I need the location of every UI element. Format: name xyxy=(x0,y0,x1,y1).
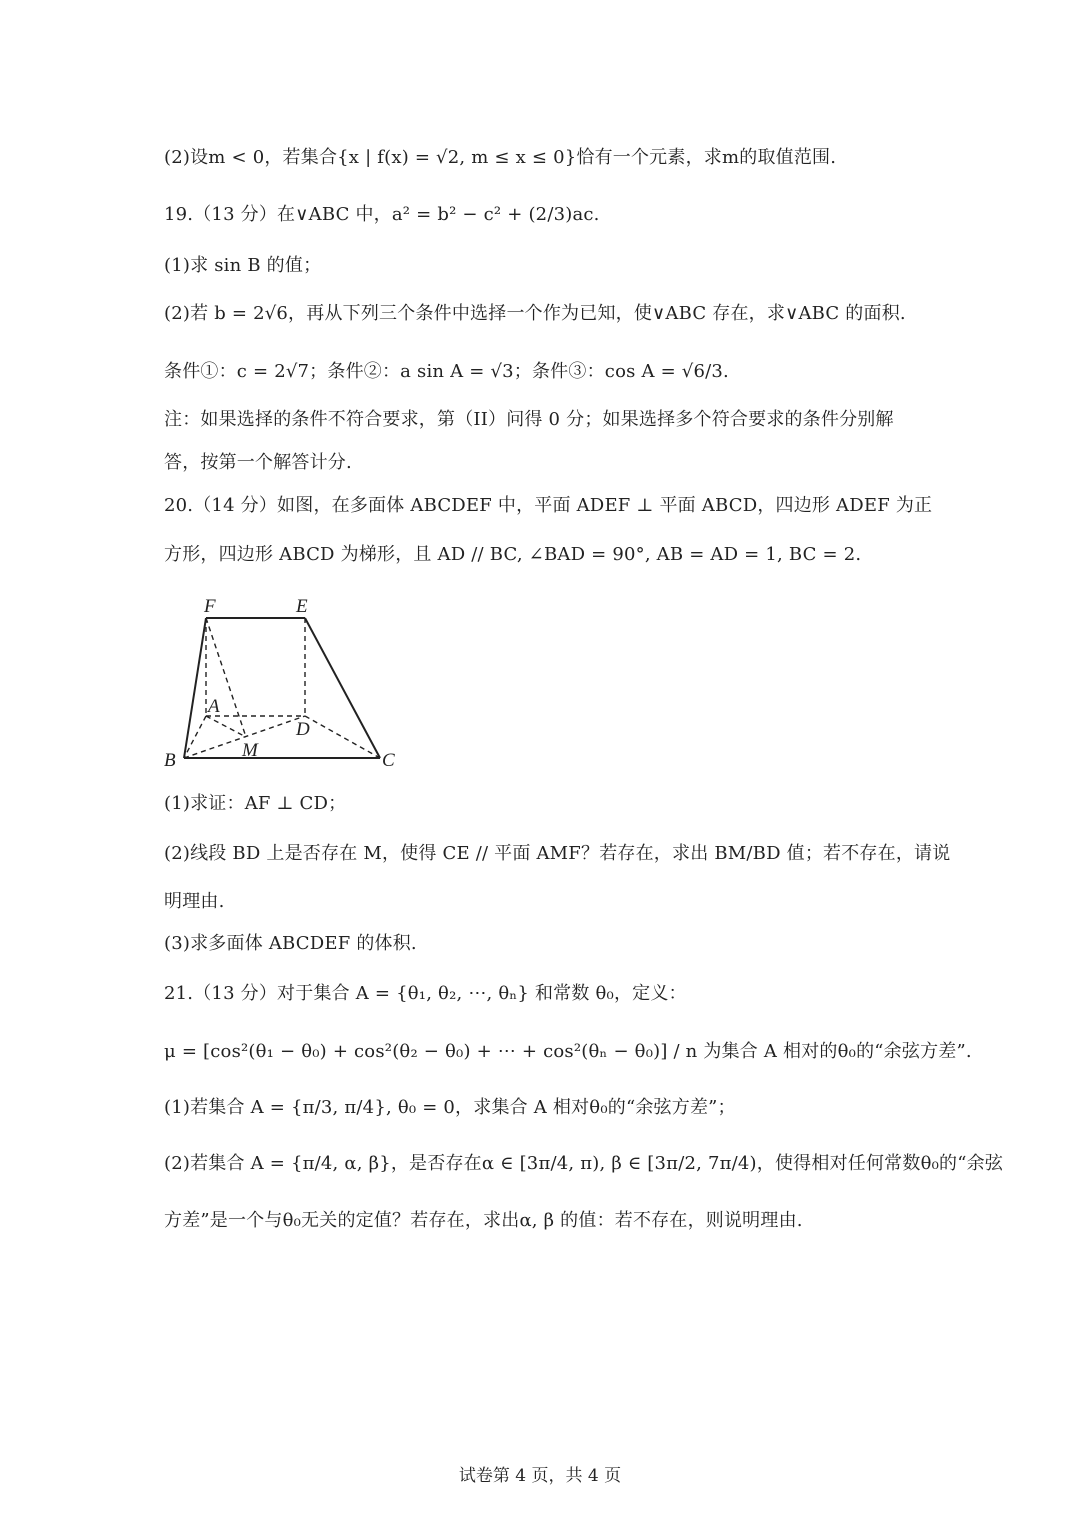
edge-am xyxy=(206,716,246,737)
q20-stem-line1: 20.（14 分）如图，在多面体 ABCDEF 中，平面 ADEF ⊥ 平面 ABCD，四边形 ADEF 为正 xyxy=(164,495,933,516)
q21-definition: μ = [cos²(θ₁ − θ₀) + cos²(θ₂ − θ₀) + ⋯ + cos²(θₙ − θ₀)] / n 为集合 A 相对的θ₀的“余弦方差”. xyxy=(164,1041,972,1062)
polyhedron-diagram xyxy=(160,592,400,772)
q19-note-line2: 答，按第一个解答计分. xyxy=(164,452,352,473)
q20-part2-line2: 明理由. xyxy=(164,891,225,912)
q20-part1: (1)求证：AF ⊥ CD； xyxy=(164,793,347,814)
q20-part2-line1: (2)线段 BD 上是否存在 M，使得 CE // 平面 AMF？若存在，求出 BM/BD 值；若不存在，请说 xyxy=(164,843,951,864)
page-footer: 试卷第 4 页，共 4 页 xyxy=(458,1466,622,1486)
label-e: E xyxy=(296,596,308,617)
label-f: F xyxy=(204,596,216,617)
q19-stem: 19.（13 分）在∨ABC 中，a² = b² − c² + (2/3)ac. xyxy=(164,204,600,225)
label-a: A xyxy=(208,696,220,717)
polyhedron-figure xyxy=(160,592,400,772)
q20-part3: (3)求多面体 ABCDEF 的体积. xyxy=(164,933,417,954)
label-d: D xyxy=(296,719,310,740)
q19-part2: (2)若 b = 2√6，再从下列三个条件中选择一个作为已知，使∨ABC 存在，求∨ABC 的面积. xyxy=(164,303,906,324)
q19-conditions: 条件①：c = 2√7；条件②：a sin A = √3；条件③：cos A = √6/3. xyxy=(164,361,729,382)
q21-part2-line2: 方差”是一个与θ₀无关的定值？若存在，求出α, β 的值：若不存在，则说明理由. xyxy=(164,1210,803,1231)
label-m: M xyxy=(242,740,258,761)
label-b: B xyxy=(164,750,176,771)
q21-stem: 21.（13 分）对于集合 A = {θ₁, θ₂, ⋯, θₙ} 和常数 θ₀，定义： xyxy=(164,983,687,1004)
edge-fm xyxy=(206,618,246,737)
q21-part2-line1: (2)若集合 A = {π/4, α, β}，是否存在α ∈ [3π/4, π), β ∈ [3π/2, 7π/4)，使得相对任何常数θ₀的“余弦 xyxy=(164,1153,1004,1174)
q21-part1: (1)若集合 A = {π/3, π/4}, θ₀ = 0，求集合 A 相对θ₀的“余弦方差”； xyxy=(164,1097,736,1118)
q20-stem-line2: 方形，四边形 ABCD 为梯形，且 AD // BC, ∠BAD = 90°, AB = AD = 1, BC = 2. xyxy=(164,544,862,565)
q19-part1: (1)求 sin B 的值； xyxy=(164,255,322,276)
label-c: C xyxy=(382,750,395,771)
q18-part2: (2)设m < 0，若集合{x | f(x) = √2, m ≤ x ≤ 0}恰有一个元素，求m的取值范围. xyxy=(164,147,837,168)
edge-fb xyxy=(184,618,206,758)
edge-ec xyxy=(305,618,380,758)
q19-note-line1: 注：如果选择的条件不符合要求，第（II）问得 0 分；如果选择多个符合要求的条件分别解 xyxy=(164,409,894,430)
